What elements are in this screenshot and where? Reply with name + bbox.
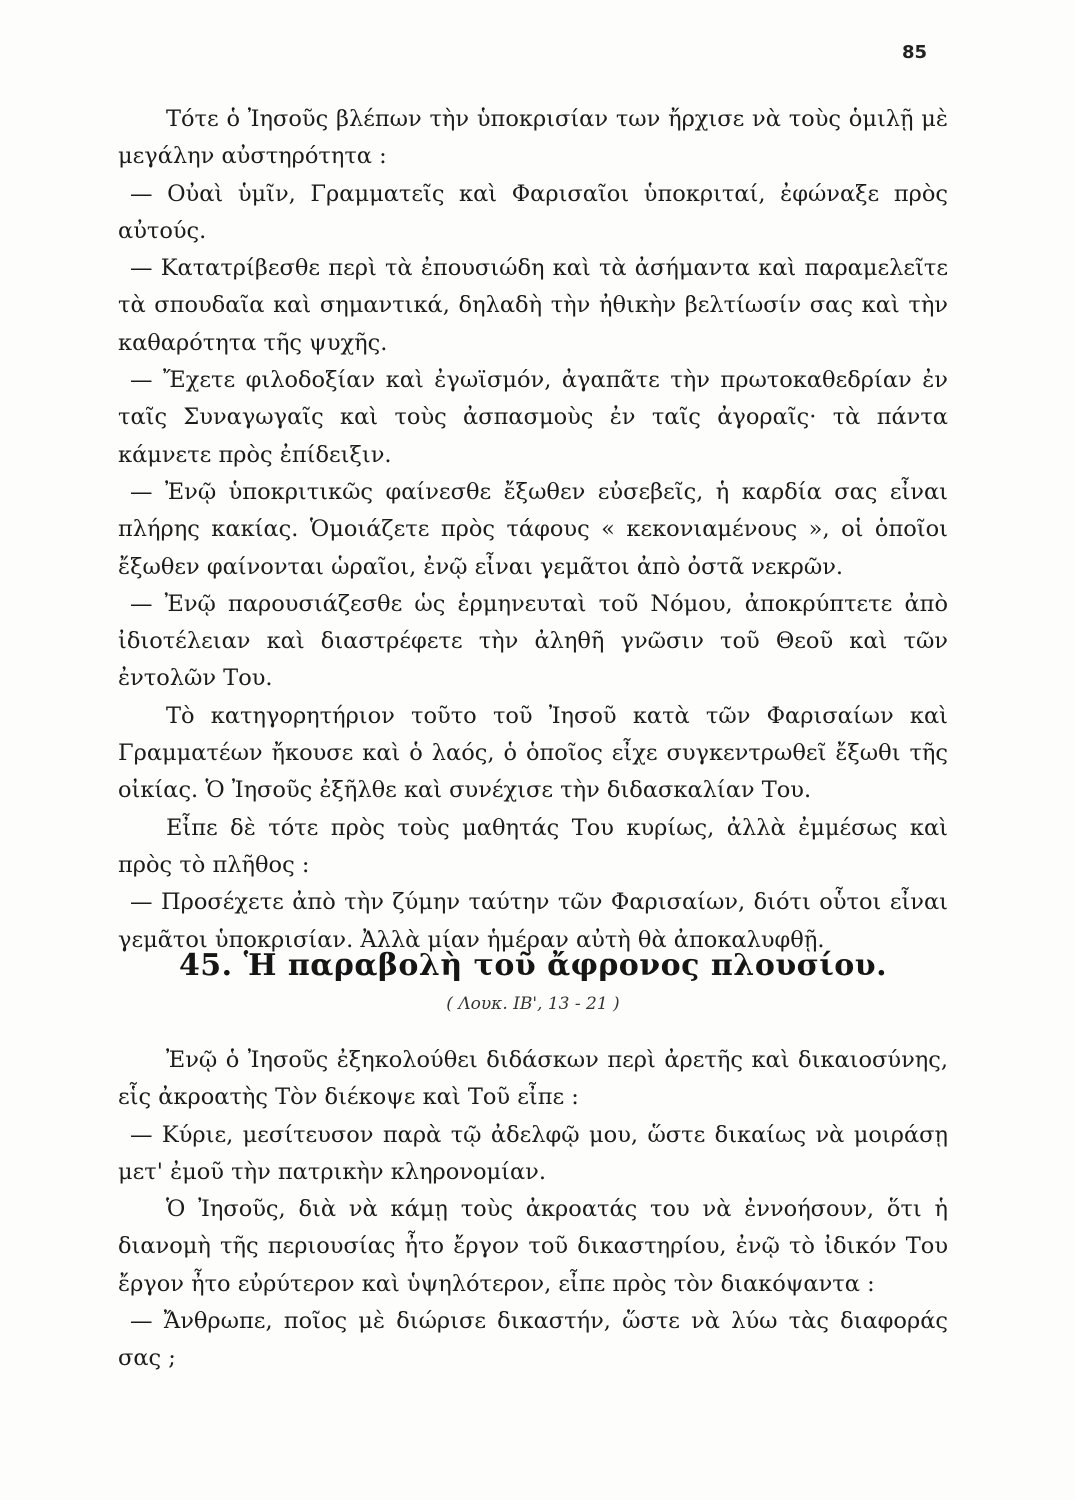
paragraph: Ἐνῷ ὁ Ἰησοῦς ἐξηκολούθει διδάσκων περὶ ἀρετῆς καὶ δικαιοσύνης, εἷς ἀκροατὴς Τὸν διέκοψε καὶ Τοῦ εἶπε : bbox=[118, 1047, 948, 1111]
paragraph: Εἶπε δὲ τότε πρὸς τοὺς μαθητάς Του κυρίως, ἀλλὰ ἐμμέσως καὶ πρὸς τὸ πλῆθος : bbox=[118, 814, 948, 878]
paragraph: — Ἄνθρωπε, ποῖος μὲ διώρισε δικαστήν, ὥστε νὰ λύω τὰς διαφοράς σας ; bbox=[118, 1308, 948, 1372]
paragraph: — Ἔχετε φιλοδοξίαν καὶ ἐγωϊσμόν, ἀγαπᾶτε τὴν πρωτοκαθεδρίαν ἐν ταῖς Συναγωγαῖς καὶ τοὺς ἀσπασμοὺς ἐν ταῖς ἀγοραῖς· τὰ πάντα κάμνετε πρὸς ἐπίδειξιν. bbox=[118, 367, 948, 468]
text-block-upper bbox=[118, 101, 948, 959]
text-block-lower bbox=[118, 1042, 948, 1378]
paragraph: — Κύριε, μεσίτευσον παρὰ τῷ ἀδελφῷ μου, ὥστε δικαίως νὰ μοιράσῃ μετ' ἐμοῦ τὴν πατρικὴν κληρονομίαν. bbox=[118, 1121, 948, 1185]
paragraph: — Οὐαὶ ὑμῖν, Γραμματεῖς καὶ Φαρισαῖοι ὑποκριταί, ἐφώναξε πρὸς αὐτούς. bbox=[118, 180, 948, 244]
section-heading: 45. Ἡ παραβολὴ τοῦ ἄφρονος πλουσίου. bbox=[178, 948, 888, 983]
scripture-reference: ( Λουκ. ΙΒ', 13 - 21 ) bbox=[446, 994, 620, 1014]
paragraph: Ὁ Ἰησοῦς, διὰ νὰ κάμῃ τοὺς ἀκροατάς του νὰ ἐννοήσουν, ὅτι ἡ διανομὴ τῆς περιουσίας ἦτο ἔργον τοῦ δικαστηρίου, ἐνῷ τὸ ἰδικόν Του ἔργον ἦτο εὐρύτερον καὶ ὑψηλότερον, εἶπε πρὸς τὸν διακόψαντα : bbox=[118, 1196, 948, 1297]
paragraph: — Ἐνῷ ὑποκριτικῶς φαίνεσθε ἔξωθεν εὐσεβεῖς, ἡ καρδία σας εἶναι πλήρης κακίας. Ὁμοιάζετε πρὸς τάφους « κεκονιαμένους », οἱ ὁποῖοι ἔξωθεν φαίνονται ὡραῖοι, ἐνῷ εἶναι γεμᾶτοι ἀπὸ ὀστᾶ νεκρῶν. bbox=[118, 478, 948, 580]
paragraph: Τὸ κατηγορητήριον τοῦτο τοῦ Ἰησοῦ κατὰ τῶν Φαρισαίων καὶ Γραμματέων ἤκουσε καὶ ὁ λαός, ὁ ὁποῖος εἶχε συγκεντρωθεῖ ἔξωθι τῆς οἰκίας. Ὁ Ἰησοῦς ἐξῆλθε καὶ συνέχισε τὴν διδασκαλίαν Του. bbox=[118, 702, 948, 804]
paragraph: Τότε ὁ Ἰησοῦς βλέπων τὴν ὑποκρισίαν των ἤρχισε νὰ τοὺς ὁμιλῇ μὲ μεγάλην αὐστηρότητα : bbox=[118, 106, 948, 170]
paragraph: — Προσέχετε ἀπὸ τὴν ζύμην ταύτην τῶν Φαρισαίων, διότι οὗτοι εἶναι γεμᾶτοι ὑποκρισίαν. Ἀλλὰ μίαν ἡμέραν αὐτὴ θὰ ἀποκαλυφθῇ. bbox=[118, 889, 948, 953]
paragraph: — Κατατρίβεσθε περὶ τὰ ἐπουσιώδη καὶ τὰ ἀσήμαντα καὶ παραμελεῖτε τὰ σπουδαῖα καὶ σημαντικά, δηλαδὴ τὴν ἠθικὴν βελτίωσίν σας καὶ τὴν καθαρότητα τῆς ψυχῆς. bbox=[118, 255, 948, 356]
paragraph: — Ἐνῷ παρουσιάζεσθε ὡς ἑρμηνευταὶ τοῦ Νόμου, ἀποκρύπτετε ἀπὸ ἰδιοτέλειαν καὶ διαστρέφετε τὴν ἀληθῆ γνῶσιν τοῦ Θεοῦ καὶ τῶν ἐντολῶν Του. bbox=[118, 590, 948, 692]
page-number: 85 bbox=[902, 42, 928, 63]
